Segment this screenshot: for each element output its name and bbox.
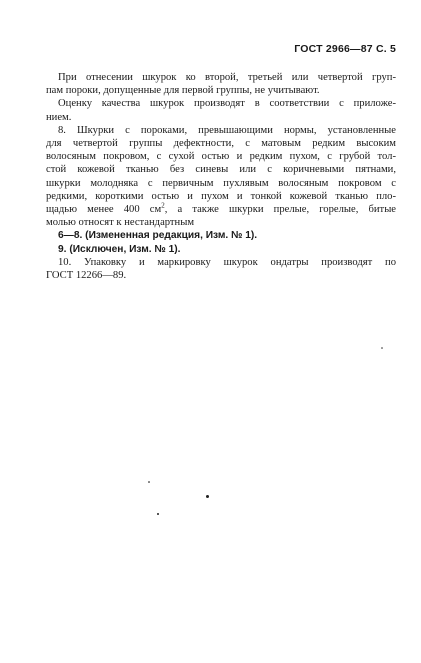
scan-speck [148,481,150,483]
text-line: шкурки молодняка с первичным пухлявым волосяным покровом с [46,177,396,189]
superscript-2: 2 [161,201,165,210]
text-line: 10. Упаковку и маркировку шкурок ондатры производят по [58,256,396,268]
text-line: волосяным покровом, с сухой остью и редким пухом, с грубой тол- [46,151,396,163]
amendment-note-9: 9. (Исключен, Изм. № 1). [58,243,181,255]
scan-speck [157,513,159,515]
area-text-after: , а также шкурки прелые, горелые, битые [164,204,397,216]
area-text-before: щадью менее 400 см [46,204,162,216]
scan-speck [206,495,209,498]
text-line: При отнесении шкурок ко второй, третьей или четвертой груп- [58,72,396,83]
text-line: пам пороки, допущенные для первой группы, не учитывают. [46,85,320,97]
text-line: для четвертой группы дефектности, с матовым редким высоким [46,138,396,150]
text-line: ГОСТ 12266—89. [46,270,127,282]
text-line-area [46,203,396,216]
text-line: 8. Шкурки с пороками, превышающими нормы, установленные [58,124,396,136]
document-body [46,71,396,282]
text-line: Оценку качества шкурок производят в соответствии с приложе- [58,98,396,110]
amendment-note-6-8: 6—8. (Измененная редакция, Изм. № 1). [58,230,258,242]
scan-speck [381,347,383,349]
text-line: молью относят к нестандартным [46,217,195,229]
text-line: нием. [46,111,72,123]
page-header: ГОСТ 2966—87 С. 5 [294,43,396,55]
text-line: редкими, короткими остью и пухом и тонкой кожевой тканью пло- [46,190,396,202]
text-line: стой кожевой тканью без синевы или с коричневыми пятнами, [46,164,396,176]
